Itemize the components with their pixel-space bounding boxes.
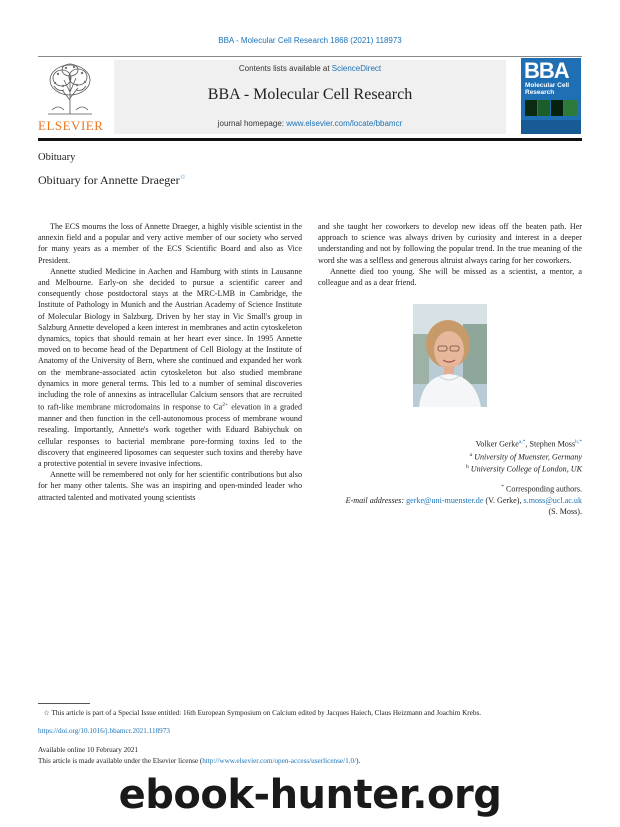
corresponding-line — [302, 482, 582, 495]
affiliation-text: University of Muenster, Germany — [474, 452, 582, 462]
title-footnote — [38, 708, 582, 718]
affiliation — [312, 462, 582, 475]
doi-link[interactable]: https://doi.org/10.1016/j.bbamcr.2021.118973 — [38, 727, 170, 735]
contents-line — [114, 64, 506, 73]
license-prefix: This article is made available under the Elsevier license ( — [38, 757, 203, 765]
affiliation-mark: a — [469, 451, 473, 458]
masthead-rule — [38, 138, 582, 141]
journal-cover-thumbnail[interactable] — [521, 58, 581, 134]
journal-homepage-link[interactable]: www.elsevier.com/locate/bbamcr — [286, 119, 403, 128]
email-link[interactable]: s.moss@ucl.ac.uk — [523, 495, 582, 505]
affiliation-mark: b — [465, 464, 469, 471]
corresponding-text: Corresponding authors. — [503, 484, 582, 494]
paragraph-text: Annette studied Medicine in Aachen and Hamburg with stints in Lausanne and Melbourne. Early-on she decided to pursue a scientific career and consequently chose postdoctoral stays at the MRC-LMB in Cambridge, the Institute of Pathology in Munich and the Austrian Academy of Science Institute of Molecular Biology in Salzburg. Driven by her stay in Vic Small's group in Salzburg Annette developed a keen interest in membranes and actin cytoskeleton dynamics, topics that should remain at her heart ever since. In 1995 Annette moved on to become head of the Department of Cell Biology at the Institute of Anatomy of the University of Bern, where she continued and expanded her work on the membrane-associated actin cytoskeleton but also studied membrane dynamics in more general terms. This led to a number of seminal discoveries including the role of annexins as intracellular Calcium sensors that are recruited to raft-like membrane microdomains in response to Ca — [38, 266, 302, 412]
affiliation — [312, 450, 582, 463]
portrait-image — [413, 304, 487, 407]
footnote-mark: ☆ — [43, 709, 50, 717]
journal-title: BBA - Molecular Cell Research — [207, 86, 413, 103]
title-footnote-mark[interactable]: ☆ — [179, 173, 186, 181]
author-block — [312, 437, 582, 475]
body-column-right — [318, 221, 582, 288]
paragraph: The ECS mourns the loss of Annette Draeger, a highly visible scientist in the annexin field and a popular and very active member of our society who served for many years as a member of the ECS Scientific Board and also as Vice President. — [38, 222, 302, 265]
availability-block — [38, 745, 360, 767]
separator: , — [525, 439, 530, 449]
paragraph: Annette died too young. She will be missed as a scientist, a mentor, a colleague and as a dear friend. — [318, 266, 582, 288]
author-affiliation-mark[interactable]: a,* — [518, 439, 526, 445]
homepage-prefix: journal homepage: — [217, 119, 287, 128]
paragraph: and she taught her coworkers to develop new ideas off the beaten path. Her approach to science was always driven by curiosity and interest in a deeper understanding and not by following the popular trend. In the true meaning of the word she was a selfless and generous altruist always caring for her coworkers. — [318, 222, 582, 265]
email-owner: (S. Moss). — [548, 506, 582, 516]
corresponding-mark: * — [501, 484, 504, 490]
portrait-photo — [413, 304, 487, 407]
correspondence-note — [302, 482, 582, 517]
affiliation-text: University College of London, UK — [470, 465, 582, 475]
paragraph — [38, 266, 302, 469]
license-suffix: ). — [356, 757, 361, 765]
homepage-line — [114, 119, 506, 128]
footnote-rule — [38, 703, 90, 704]
cover-subtitle: Molecular Cell Research — [525, 82, 570, 96]
superscript: 2+ — [222, 402, 229, 409]
available-online: Available online 10 February 2021 — [38, 746, 139, 754]
author-name[interactable]: Volker Gerke — [475, 439, 519, 449]
journal-masthead — [114, 60, 506, 134]
watermark: ebook-hunter.org — [118, 772, 502, 818]
sciencedirect-link[interactable]: ScienceDirect — [331, 64, 382, 73]
article-title — [38, 173, 186, 188]
footnote-text: This article is part of a Special Issue entitled: 16th European Symposium on Calcium edited by Jacques Haiech, Claus Heizmann and Joachim Krebs. — [49, 709, 482, 717]
author-names — [312, 437, 582, 450]
tree-icon — [44, 60, 96, 116]
cover-image-tile — [564, 100, 577, 116]
section-label: Obituary — [38, 152, 76, 163]
running-head[interactable]: BBA - Molecular Cell Research 1868 (2021) 118973 — [218, 36, 402, 45]
license-line — [38, 756, 360, 767]
article-title-text: Obituary for Annette Draeger — [38, 173, 180, 187]
contents-prefix: Contents lists available at — [238, 64, 332, 73]
license-link[interactable]: http://www.elsevier.com/open-access/userlicense/1.0/ — [202, 757, 357, 765]
paragraph: Annette will be remembered not only for her scientific contributions but also for her many other talents. She was an inspiring and open-minded leader who attracted talented and motivated young scientists — [38, 470, 302, 502]
paragraph-text: elevation in a graded manner and then function in the cell-autonomous process of membrane wound resealing. Importantly, Annette's work together with Eduard Babiychuk on cellular responses to bacterial membrane pore-forming toxins led to the discovery that engineered liposomes can sequester such toxins and thereby have a protective potential in severe invasive infections. — [38, 402, 303, 468]
cover-image-tile — [525, 100, 537, 116]
elsevier-wordmark: ELSEVIER — [38, 118, 104, 133]
email-label: E-mail addresses: — [345, 495, 407, 505]
elsevier-logo[interactable] — [38, 60, 102, 134]
cover-image-tile — [551, 100, 563, 116]
email-owner: (V. Gerke), — [483, 495, 524, 505]
author-affiliation-mark[interactable]: b,* — [575, 439, 582, 445]
email-link[interactable]: gerke@uni-muenster.de — [406, 495, 484, 505]
author-name[interactable]: Stephen Moss — [529, 439, 576, 449]
email-line — [302, 495, 582, 506]
cover-bba-text: BBA — [524, 58, 569, 83]
cover-image-tile — [538, 100, 550, 116]
cover-footer-band — [521, 120, 581, 134]
body-column-left — [38, 221, 302, 503]
header-rule — [38, 56, 582, 57]
